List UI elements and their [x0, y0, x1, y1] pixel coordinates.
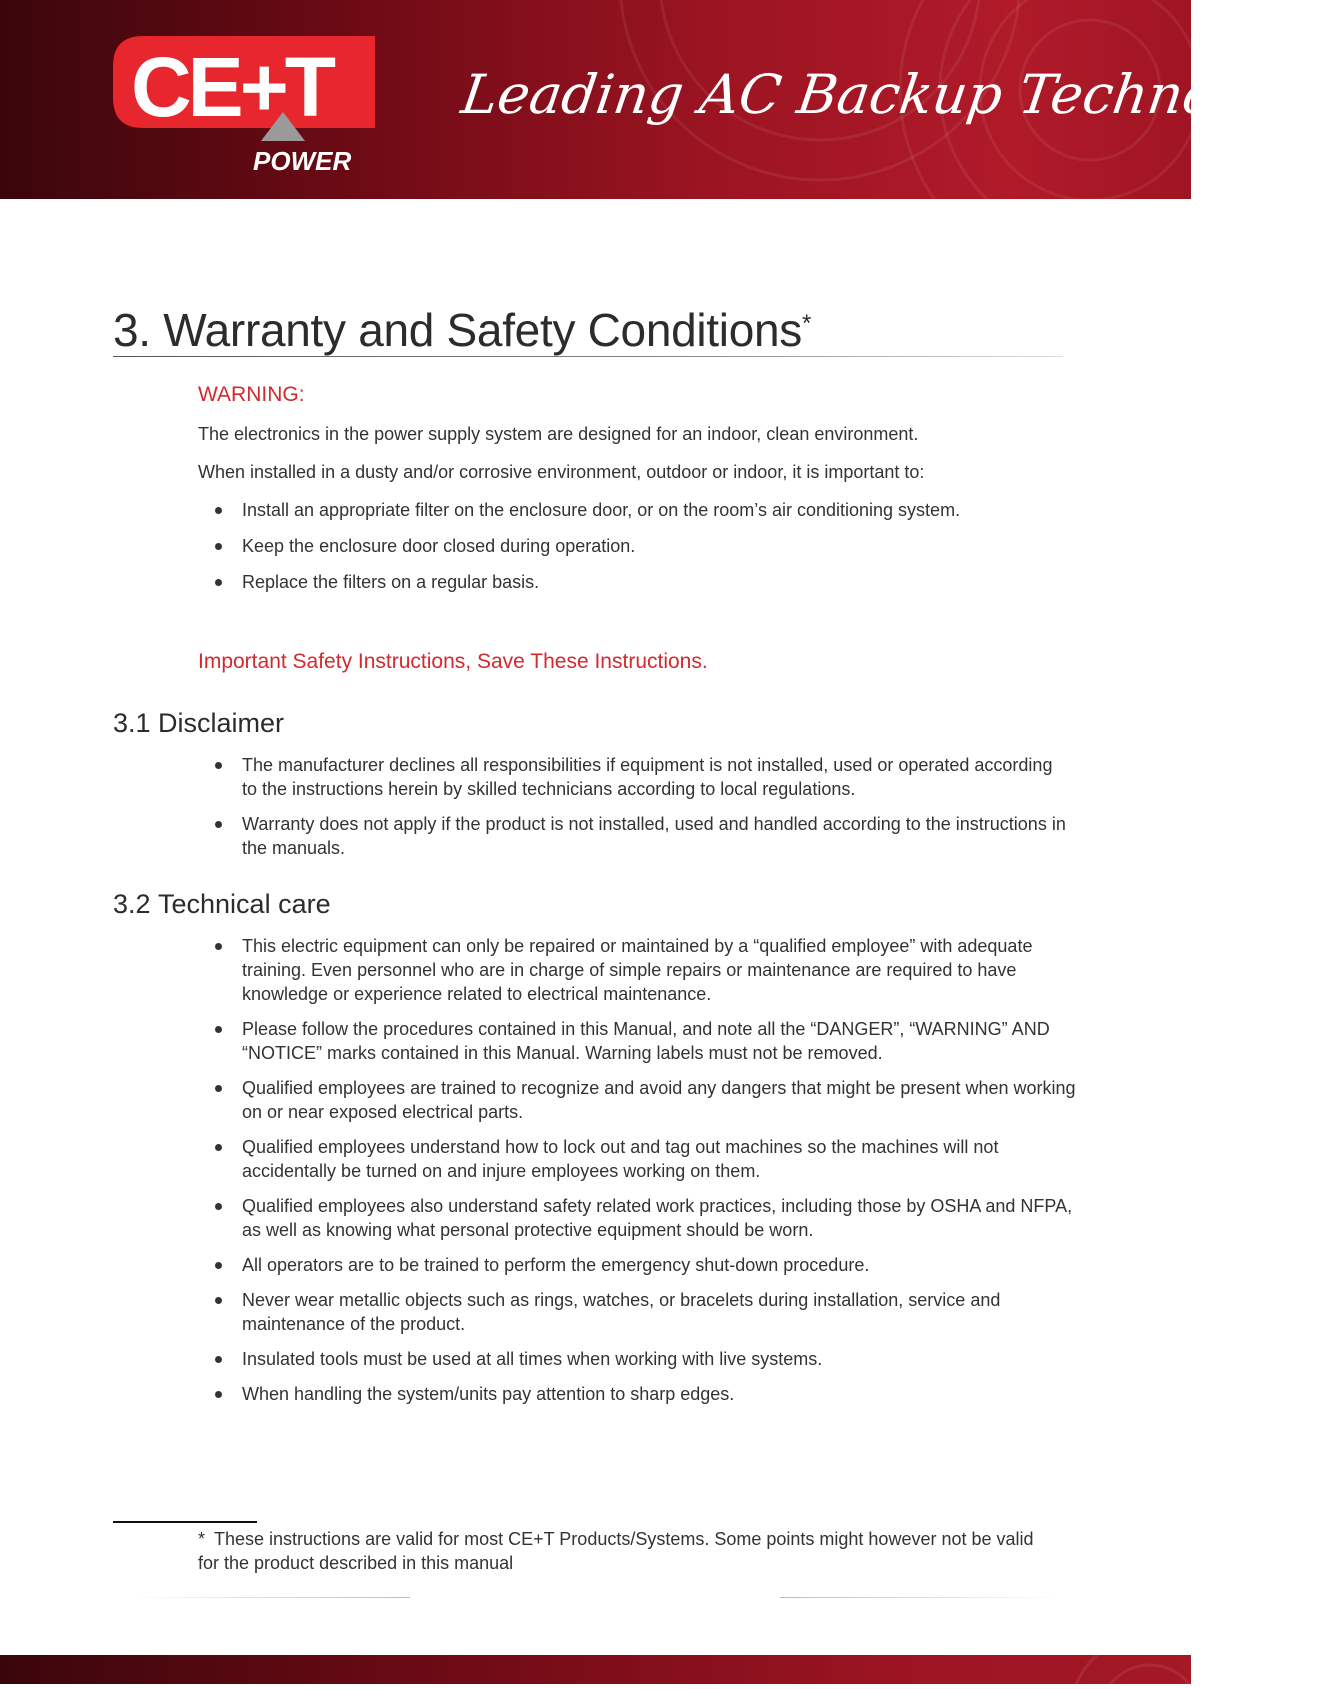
section-number: 3.1: [113, 708, 151, 738]
bottom-divider-right: [780, 1597, 1060, 1598]
section-title: Disclaimer: [158, 708, 285, 738]
disclaimer-list: [198, 753, 1068, 860]
list-item: Warranty does not apply if the product is not installed, used and handled according to the instructions in the manuals.: [198, 812, 1068, 860]
title-divider: [113, 356, 1063, 357]
list-item: Keep the enclosure door closed during operation.: [198, 534, 1068, 558]
list-item: Qualified employees understand how to lock out and tag out machines so the machines will not accidentally be turned on and injure employees working on them.: [198, 1135, 1078, 1183]
list-item: Never wear metallic objects such as rings, watches, or bracelets during installation, service and maintenance of the product.: [198, 1288, 1078, 1336]
title-footnote-marker: *: [801, 310, 812, 337]
section-title: Technical care: [158, 889, 331, 919]
footnote-divider: [113, 1521, 257, 1523]
header-banner: [0, 0, 1335, 199]
warning-label: WARNING:: [198, 383, 305, 406]
page-title-text: 3. Warranty and Safety Conditions: [113, 304, 802, 356]
logo-subtext: POWER: [253, 146, 352, 176]
header-tagline: Leading AC Backup Technology: [457, 63, 1335, 126]
technical-care-list: [198, 934, 1078, 1406]
bottom-divider-left: [130, 1597, 410, 1598]
section-number: 3.2: [113, 889, 151, 919]
footnote-marker: *: [198, 1529, 206, 1549]
footer-pattern-decoration: [0, 1655, 1191, 1684]
company-logo: [113, 28, 375, 174]
list-item: Qualified employees also understand safety related work practices, including those by OSHA and NFPA, as well as knowing what personal protective equipment should be worn.: [198, 1194, 1078, 1242]
logo-text: CE+T: [131, 40, 333, 134]
list-item: All operators are to be trained to perform the emergency shut-down procedure.: [198, 1253, 1078, 1277]
important-safety-note: Important Safety Instructions, Save These Instructions.: [198, 650, 708, 673]
footnote-text: These instructions are valid for most CE+T Products/Systems. Some points might however not be valid for the product described in this manual: [198, 1529, 1034, 1573]
list-item: Insulated tools must be used at all times when working with live systems.: [198, 1347, 1078, 1371]
list-item: Install an appropriate filter on the enclosure door, or on the room’s air conditioning system.: [198, 498, 1068, 522]
warning-text-2: When installed in a dusty and/or corrosive environment, outdoor or indoor, it is important to:: [198, 462, 925, 482]
footnote: [198, 1527, 1058, 1575]
warning-text-1: The electronics in the power supply system are designed for an indoor, clean environment.: [198, 424, 919, 444]
list-item: Please follow the procedures contained in this Manual, and note all the “DANGER”, “WARNING” AND “NOTICE” marks contained in this Manual. Warning labels must not be removed.: [198, 1017, 1078, 1065]
section-heading-technical-care: [113, 887, 331, 921]
list-item: This electric equipment can only be repaired or maintained by a “qualified employee” with adequate training. Even personnel who are in charge of simple repairs or maintenance are required to have knowledge or experience related to electrical maintenance.: [198, 934, 1078, 1006]
list-item: Replace the filters on a regular basis.: [198, 570, 1068, 594]
warning-list: [198, 498, 1068, 594]
list-item: The manufacturer declines all responsibilities if equipment is not installed, used or operated according to the instructions herein by skilled technicians according to local regulations.: [198, 753, 1068, 801]
list-item: When handling the system/units pay attention to sharp edges.: [198, 1382, 1078, 1406]
section-heading-disclaimer: [113, 706, 284, 740]
page-title: [113, 300, 811, 360]
footer-banner: [0, 1655, 1191, 1684]
list-item: Qualified employees are trained to recognize and avoid any dangers that might be present when working on or near exposed electrical parts.: [198, 1076, 1078, 1124]
